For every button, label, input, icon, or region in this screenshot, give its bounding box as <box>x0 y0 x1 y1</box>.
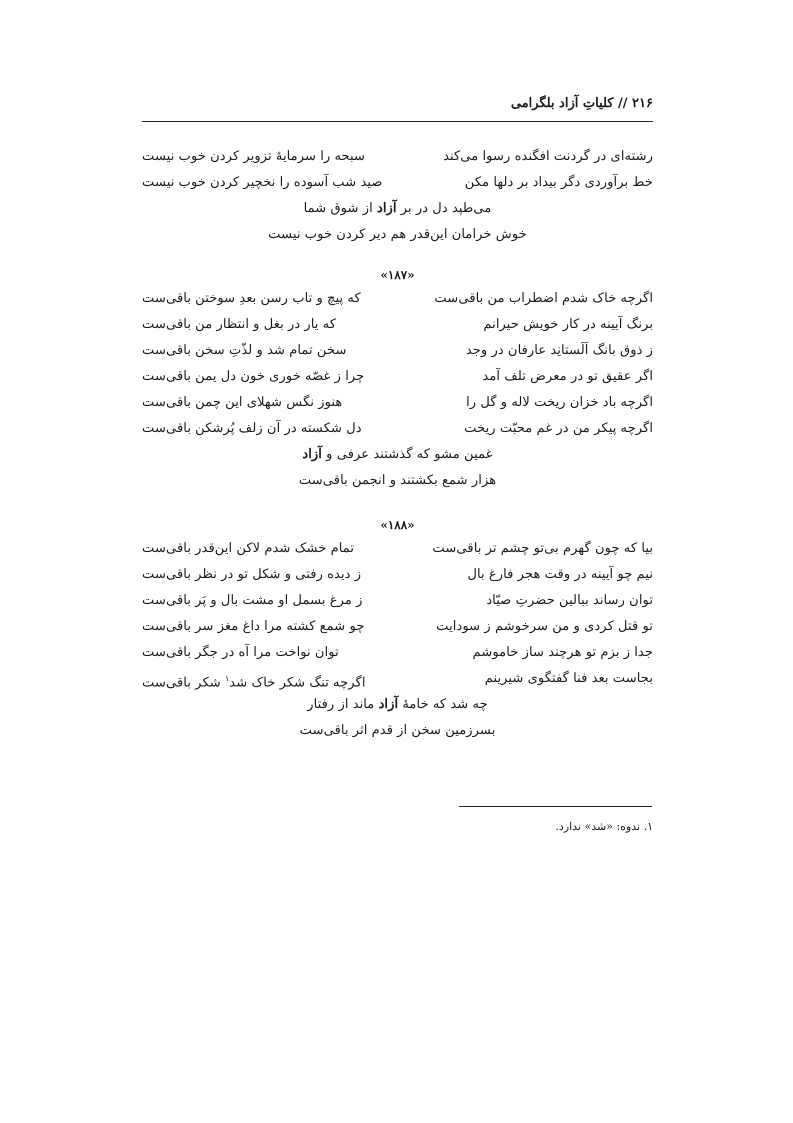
maqta-line-2: هزار شمع بکشتند و انجمن باقی‌ست <box>298 473 497 488</box>
hemistich-second: چرا ز غصّه خوری خون دل یمن باقی‌ست <box>142 369 365 384</box>
hemistich-first: رشته‌ای در گردنت افگنده رسوا می‌کند <box>443 149 653 164</box>
verse-row <box>142 144 653 170</box>
hemistich-second: هنوز نگس شهلای این چمن باقی‌ست <box>142 395 343 410</box>
verse-row <box>142 588 653 614</box>
hemistich-second: دل شکسته در آن زلف پُرشکن باقی‌ست <box>142 421 362 436</box>
poet-name: آزاد <box>376 201 397 216</box>
header-rule <box>142 121 653 122</box>
verse-row <box>142 338 653 364</box>
hemistich-second: صید شب آسوده را نخچیر کردن خوب نیست <box>142 175 383 190</box>
ghazal-186-tail <box>142 144 653 248</box>
ghazal-number: «۱۸۸» <box>380 518 415 532</box>
hemistich-first: بیا که چون گهرم بی‌تو چشم تر باقی‌ست <box>432 541 653 556</box>
verse-row <box>142 170 653 196</box>
maqta-line-2: بسرزمین سخن از قدم اثر باقی‌ست <box>299 723 496 738</box>
hemistich-text: شکر باقی‌ست <box>142 675 225 691</box>
verse-row <box>142 562 653 588</box>
hemistich-second: تمام خشک شدم لاکن این‌قدر باقی‌ست <box>142 541 355 556</box>
verse-row <box>142 640 653 666</box>
hemistich-first: نیم چو آیینه در وقت هجر فارغ بال <box>467 567 653 582</box>
running-header: ۲۱۶ // کلیاتِ آزاد بلگرامی <box>510 96 653 111</box>
hemistich-first: برنگ آیینه در کار خویش حیرانم <box>483 317 653 332</box>
maqta-line-2: خوش خرامان این‌قدر هم دیر کردن خوب نیست <box>268 227 527 242</box>
verse-row <box>142 536 653 562</box>
hemistich-second: ز مرغ بسمل او مشت بال و پَر باقی‌ست <box>142 593 363 608</box>
hemistich-second: که یار در بغل و انتظار من باقی‌ست <box>142 317 336 332</box>
footnote: ۱. ندوه: «شد» ندارد. <box>555 820 653 833</box>
hemistich-first: اگرچه خاک شدم اضطراب من باقی‌ست <box>434 291 653 306</box>
hemistich-second: سخن تمام شد و لذّتِ سخن باقی‌ست <box>142 343 347 358</box>
hemistich-second: توان نواخت مرا آه در جگر باقی‌ست <box>142 645 339 660</box>
maqta-line-1 <box>142 692 653 718</box>
hemistich-text: اگرچه تنگ شکر خاک شد <box>229 675 366 691</box>
ghazal-187 <box>142 264 653 494</box>
hemistich-second: سبحه را سرمایهٔ تزویر کردن خوب نیست <box>142 149 366 164</box>
hemistich-first: توان رساند ببالین حضرتِ صیّاد <box>486 593 653 608</box>
poet-name: آزاد <box>302 447 322 462</box>
maqta-text: غمین مشو که گذشتند عرفی و <box>321 447 493 462</box>
maqta-line-1 <box>142 196 653 222</box>
hemistich-first: جدا ز بزم تو هرچند ساز خاموشم <box>472 645 653 660</box>
hemistich-second-with-note <box>142 666 392 692</box>
footnote-rule <box>459 806 652 807</box>
verse-row <box>142 666 653 692</box>
ghazal-188 <box>142 514 653 744</box>
hemistich-first: خط برآوردی دگر بیداد بر دلها مکن <box>464 175 653 190</box>
hemistich-first: بجاست بعد فنا گفتگوی شیرینم <box>484 671 653 686</box>
verse-row <box>142 614 653 640</box>
maqta-text: از شوق شما <box>303 201 377 216</box>
maqta-line-1 <box>142 442 653 468</box>
verse-row <box>142 390 653 416</box>
maqta-text: چه شد که خامهٔ <box>398 697 488 712</box>
ghazal-number: «۱۸۷» <box>380 268 415 282</box>
verse-row <box>142 416 653 442</box>
verse-row <box>142 364 653 390</box>
hemistich-second: که پیچ و تاب رسن بعدِ سوختن باقی‌ست <box>142 291 361 306</box>
poet-name: آزاد <box>378 697 399 712</box>
maqta-text: ماند از رفتار <box>307 697 379 712</box>
hemistich-first: تو قتل کردی و من سرخوشم ز سودایت <box>436 619 653 634</box>
verse-row <box>142 312 653 338</box>
hemistich-first: اگر عقیق تو در معرض تلف آمد <box>482 369 653 384</box>
hemistich-second: ز دیده رفتی و شکل تو در نظر باقی‌ست <box>142 567 362 582</box>
maqta-text: می‌طپد دل در بر <box>396 201 492 216</box>
hemistich-first: اگرچه باد خزان ریخت لاله و گل را <box>466 395 653 410</box>
hemistich-first: اگرچه پیکر من در غم محبّت ریخت <box>464 421 653 436</box>
footnote-marker[interactable]: ۱ <box>224 674 230 683</box>
hemistich-second: چو شمع کشته مرا داغ مغز سر باقی‌ست <box>142 619 365 634</box>
hemistich-first: ز ذوق بانگ اَلَستانِد عارفان در وجد <box>465 343 653 358</box>
verse-row <box>142 286 653 312</box>
